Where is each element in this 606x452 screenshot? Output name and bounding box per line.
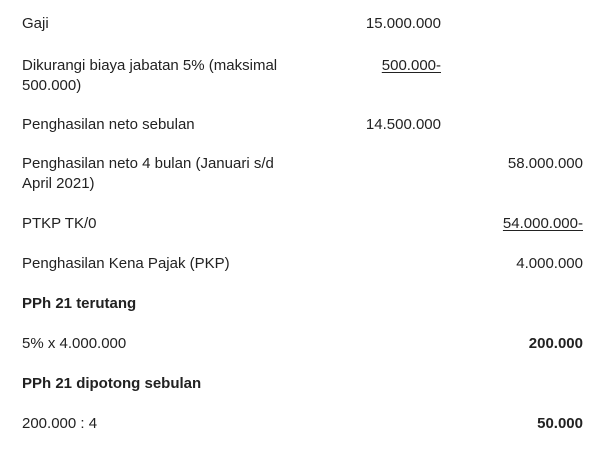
row-label: PTKP TK/0 — [22, 215, 97, 232]
row-label: Gaji — [22, 15, 49, 32]
row-amount: 14.500.000 — [365, 116, 441, 133]
row-total: 54.000.000- — [502, 215, 583, 232]
row-label: Penghasilan neto sebulan — [22, 116, 195, 133]
row-total: 200.000 — [528, 335, 583, 352]
row-total: 4.000.000 — [516, 255, 583, 272]
row-label: Penghasilan neto 4 bulan (Januari s/d April 2021) — [22, 155, 274, 192]
section-heading: PPh 21 terutang — [22, 295, 137, 312]
row-total: 50.000 — [537, 415, 583, 432]
section-heading: PPh 21 dipotong sebulan — [22, 375, 202, 392]
row-amount: 15.000.000 — [365, 15, 441, 32]
row-label: 5% x 4.000.000 — [22, 335, 127, 352]
row-total: 58.000.000 — [507, 155, 583, 172]
row-label: Penghasilan Kena Pajak (PKP) — [22, 255, 230, 272]
row-label: Dikurangi biaya jabatan 5% (maksimal 500.000) — [22, 57, 278, 94]
row-amount: 500.000- — [381, 57, 441, 74]
row-label: 200.000 : 4 — [22, 415, 98, 432]
